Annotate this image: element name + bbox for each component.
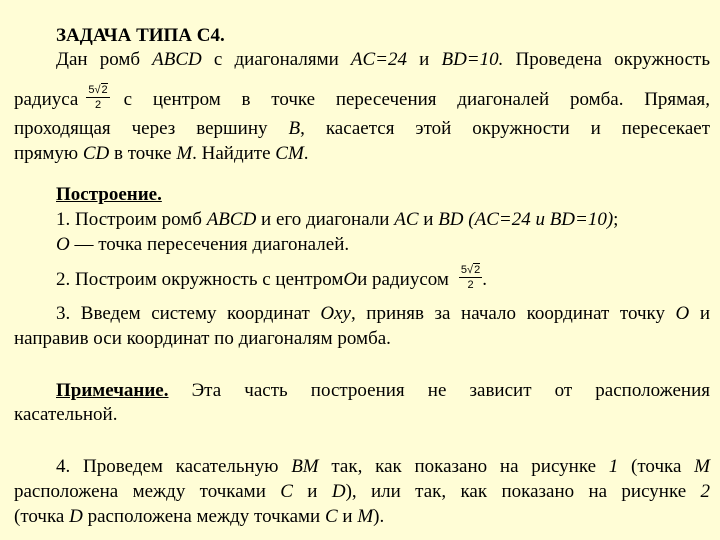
problem-title: ЗАДАЧА ТИПА С4. <box>56 25 225 46</box>
problem-line-1: Дан ромб ABCD с диагоналями AC=24 и BD=10. Проведена окружность <box>56 49 711 70</box>
construction-step-3: 3. Введем систему координат Oxy, приняв за начало координат точку O и <box>56 303 710 324</box>
problem-line-4: прямую CD в точке M. Найдите CM. <box>14 143 309 164</box>
construction-step-1-cont: O — точка пересечения диагоналей. <box>56 234 350 255</box>
note-heading: Примечание. <box>56 380 169 401</box>
step4-line-1: 4. Проведем касательную BM так, как показано на рисунке 1 (точка M <box>56 456 710 477</box>
construction-step-1: 1. Построим ромб ABCD и его диагонали AC и BD (AC=24 и BD=10); <box>56 209 619 230</box>
step4-line-2: расположена между точками C и D), или так, как показано на рисунке 2 <box>14 481 711 502</box>
radius-fraction: $\frac{5√2}{2}$ <box>88 84 108 111</box>
problem-line-2: радиуса $\frac{5√2}{2}$ с центром в точке пересечения диагоналей ромба. Прямая, <box>14 84 710 111</box>
construction-heading: Построение. <box>56 184 162 205</box>
note-line-2: касательной. <box>14 404 118 425</box>
construction-step-2: 2. Построим окружность с центром O и радиусом $\frac{5√2}{2}$ . <box>56 264 487 291</box>
note-line-1: Примечание. Эта часть построения не зависит от расположения <box>56 380 710 401</box>
step4-line-3: (точка D расположена между точками C и M). <box>14 506 385 527</box>
problem-line-3: проходящая через вершину B, касается этой окружности и пересекает <box>14 118 710 139</box>
radius-fraction-2: $\frac{5√2}{2}$ <box>460 264 481 291</box>
construction-step-3-cont: направив оси координат по диагоналям ромба. <box>14 328 391 349</box>
